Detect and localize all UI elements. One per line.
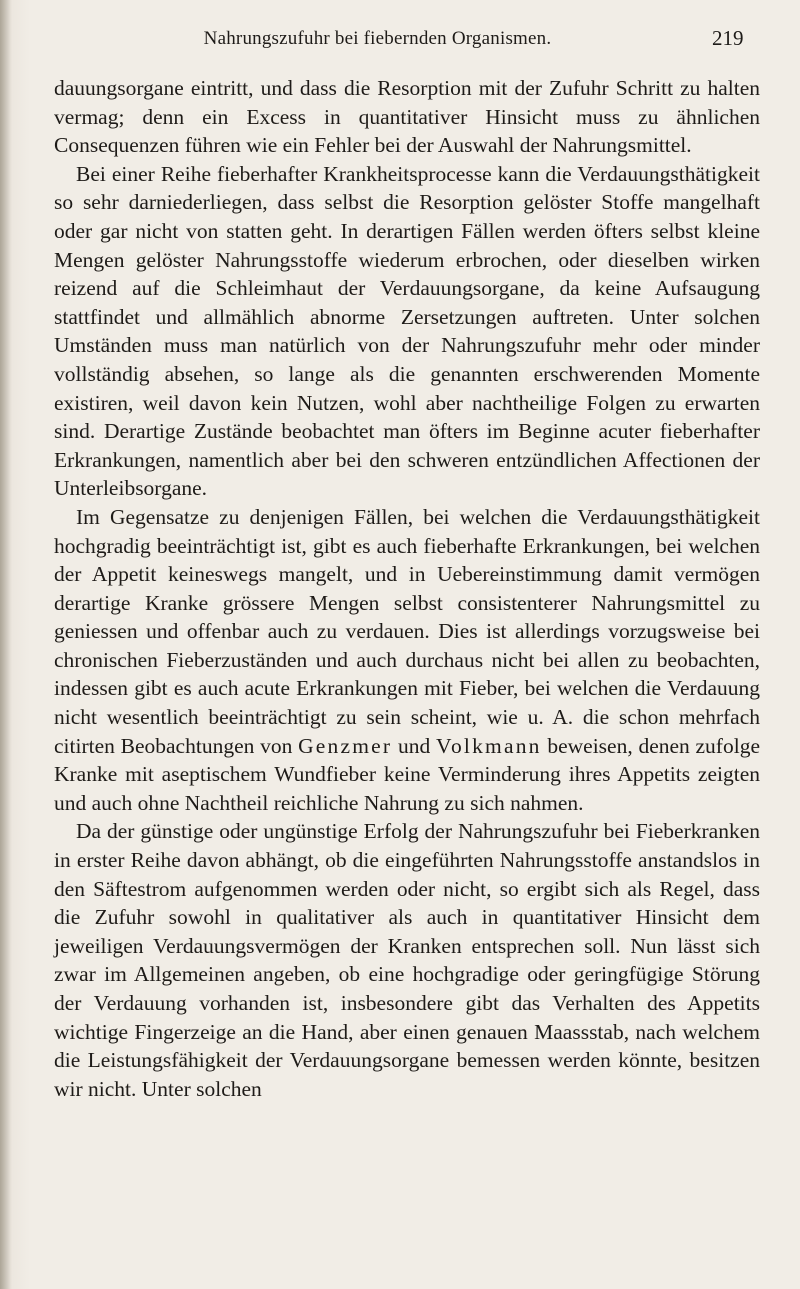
paragraph-4: Da der günstige oder ungünstige Erfolg der Nahrungszufuhr bei Fieberkranken in erster Reihe davon abhängt, ob die eingeführten Nahrungsstoffe anstandslos in den Säftestrom aufgenommen werden oder nicht, so ergibt sich als Regel, dass die Zufuhr sowohl in qualitativer als auch in quantitativer Hinsicht dem jeweiligen Verdauungsvermögen der Kranken entsprechen soll. Nun lässt sich zwar im Allgemeinen angeben, ob eine hochgradige oder geringfügige Störung der Verdauung vorhanden ist, insbesondere gibt das Verhalten des Appetits wichtige Fingerzeige an die Hand, aber einen genauen Maassstab, nach welchem die Leistungsfähigkeit der Verdauungsorgane bemessen werden könnte, besitzen wir nicht. Unter solchen <box>54 819 760 1101</box>
paragraph-3-connector: und <box>392 733 436 758</box>
paragraph-1: dauungsorgane eintritt, und dass die Resorption mit der Zufuhr Schritt zu halten vermag; denn ein Excess in quantitativer Hinsicht muss zu ähnlichen Consequenzen führen wie ein Fehler bei der Auswahl der Nahrungsmittel. <box>54 76 760 158</box>
paragraph-3 <box>54 503 760 818</box>
page-number: 219 <box>712 26 744 50</box>
running-title: Nahrungszufuhr bei fiebernden Organismen. <box>203 28 552 49</box>
author-volkmann: Volkmann <box>436 733 542 758</box>
paragraph-3-text-before: Im Gegensatze zu denjenigen Fällen, bei welchen die Verdauungsthätigkeit hochgradig beeinträchtigt ist, gibt es auch fieberhafte Erkrankungen, bei welchen der Appetit keineswegs mangelt, und in Uebereinstimmung damit vermögen derartige Kranke grössere Mengen selbst consistenterer Nahrungsmittel zu geniessen und offenbar auch zu verdauen. Dies ist allerdings vorzugsweise bei chronischen Fieberzuständen und auch durchaus nicht bei allen zu beobachten, indessen gibt es auch acute Erkrankungen mit Fieber, bei welchen die Verdauung nicht wesentlich beeinträchtigt zu sein scheint, wie u. A. die schon mehrfach citirten Beobachtungen von <box>54 504 760 758</box>
author-genzmer: Genzmer <box>298 733 393 758</box>
paragraph-2: Bei einer Reihe fieberhafter Krankheitsprocesse kann die Verdauungsthätigkeit so sehr darniederliegen, dass selbst die Resorption gelöster Stoffe mangelhaft oder gar nicht von statten geht. In derartigen Fällen werden öfters selbst kleine Mengen gelöster Nahrungsstoffe wiederum erbrochen, oder dieselben wirken reizend auf die Schleimhaut der Verdauungsorgane, da keine Aufsaugung stattfindet und allmählich abnorme Zersetzungen auftreten. Unter solchen Umständen muss man natürlich von der Nahrungszufuhr mehr oder minder vollständig absehen, so lange als die genannten erschwerenden Momente existiren, weil davon kein Nutzen, wohl aber nachtheilige Folgen zu erwarten sind. Derartige Zustände beobachtet man öfters im Beginne acuter fieberhafter Erkrankungen, namentlich aber bei den schweren entzündlichen Affectionen der Unterleibsorgane. <box>54 161 760 501</box>
paragraph-3-text-after: beweisen, denen zufolge Kranke mit aseptischem Wundfieber keine Verminderung ihres Appetits zeigten und auch ohne Nachtheil reichliche Nahrung zu sich nahmen. <box>54 733 760 815</box>
body-text <box>54 74 760 1103</box>
binding-shadow <box>0 0 12 1289</box>
